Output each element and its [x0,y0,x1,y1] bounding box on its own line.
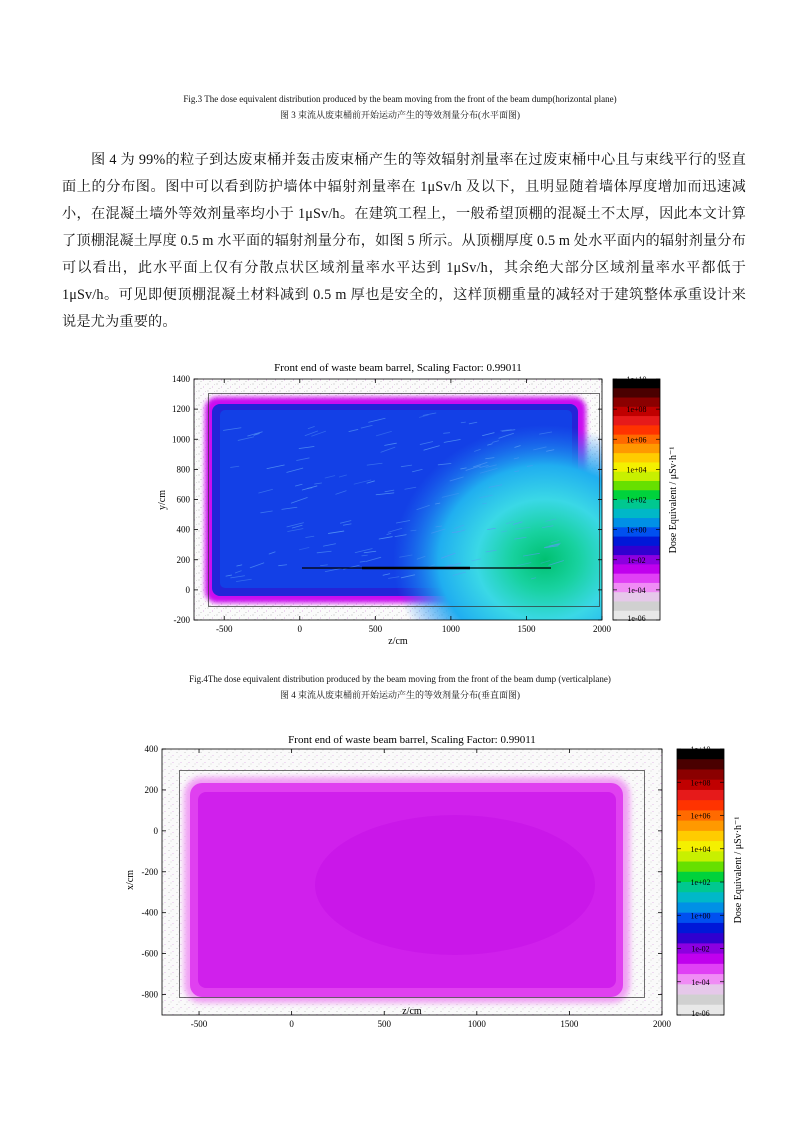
plot2-colorbar-tick-label: 1e-04 [691,977,710,987]
plot2-colorbar-tick-label: 1e+04 [690,844,711,854]
plot1-colorbar-swatch [613,388,660,398]
fig3-caption-zh: 图 3 束流从废束桶前开始运动产生的等效剂量分布(水平面图) [280,110,520,120]
plot1-colorbar-swatch [613,546,660,556]
plot1-ytick-label: 1400 [172,374,190,384]
plot2-ytick-label: 200 [144,784,158,795]
plot2-colorbar-swatch [677,923,724,934]
plot2-ytick-label: -800 [141,989,158,1000]
plot1-ytick-label: 400 [176,524,190,535]
plot1-colorbar-swatch [613,601,660,611]
plot1-colorbar-swatch [613,425,660,435]
plot2-colorbar-swatch [677,995,724,1006]
plot2-colorbar-swatch [677,964,724,975]
plot1-colorbar-tick-label: 1e+04 [626,465,647,475]
plot1-colorbar-swatch [613,574,660,584]
plot2-xtick-label: 2000 [653,1019,671,1029]
plot1-title: Front end of waste beam barrel, Scaling Factor: 0.99011 [274,362,522,374]
plot1-colorbar-tick-label: 1e-04 [627,585,646,595]
plot2-ytick-label: 400 [144,744,158,754]
plot1-colorbar-tick-label: 1e+08 [626,405,647,415]
plot2-colorbar-swatch [677,954,724,965]
plot1-colorbar-swatch [613,416,660,426]
plot2-ytick-label: -200 [141,866,158,877]
plot2-xlabel: z/cm [402,1006,422,1017]
plot1-xlabel: z/cm [388,636,408,647]
plot2-colorbar-swatch [677,821,724,832]
plot1-colorbar-tick-label: 1e+00 [626,525,647,535]
plot2-xtick-label: -500 [190,1019,208,1029]
plot1-colorbar-tick-label: 1e-02 [627,555,646,565]
plot1-colorbar-swatch [613,564,660,574]
plot1-ytick-label: 1200 [172,404,190,415]
plot2-colorbar-tick-label: 1e+02 [690,878,711,887]
plot2-colorbar-swatch [677,862,724,873]
plot1-colorbar-swatch [613,453,660,463]
fig4-caption-zh: 图 4 束流从废束桶前开始运动产生的等效剂量分布(垂直面图) [280,690,520,700]
plot2-colorbar-tick-label: 1e-06 [691,1009,710,1018]
plot1-ytick-label: 0 [185,584,190,595]
plot1-colorbar-swatch [613,537,660,547]
plot2-colorbar [677,745,724,1018]
figure-horizontal-plane [0,355,800,675]
plot1-xtick-label: 0 [297,624,303,634]
plot2-colorbar-swatch [677,759,724,770]
plot2-colorbar-tick-label: 1e+10 [690,745,711,754]
plot1-colorbar-tick-label: 1e+02 [626,495,647,505]
plot2-heatmap [162,749,662,1015]
plot2-colorbar-swatch [677,790,724,801]
plot2-xtick-label: 500 [377,1019,391,1029]
plot2-colorbar-swatch [677,892,724,903]
plot1-colorbar-tick-label: 1e+06 [626,435,647,445]
figure-vertical-plane [0,730,800,1029]
plot2-ytick-label: 0 [153,825,158,836]
plot1-ytick-label: 1000 [172,434,190,445]
plot1-colorbar-tick-label: 1e+10 [626,375,647,384]
plot2-colorbar-tick-label: 1e-02 [691,944,710,954]
plot2-ytick-label: -600 [141,948,158,959]
plot2-colorbar-label: Dose Equivalent / μSv·h⁻¹ [733,816,744,924]
plot2-title: Front end of waste beam barrel, Scaling Factor: 0.99011 [288,734,536,746]
plot1-xtick-label: 1500 [517,624,536,634]
plot2-colorbar-tick-label: 1e+00 [690,911,711,921]
fig4-caption-en: Fig.4The dose equivalent distribution produced by the beam moving from the front of the beam dump (verticalplane) [189,674,611,684]
plot1-xtick-label: 2000 [593,624,611,634]
plot1-ytick-label: -200 [173,615,190,625]
plot1-colorbar-swatch [613,444,660,454]
paragraph-text: 图 4 为 99%的粒子到达废束桶并轰击废束桶产生的等效辐射剂量率在过废束桶中心且与束线平行的竖直面上的分布图。图中可以看到防护墙体中辐射剂量率在 1μSv/h 及以下，且明显随着墙体厚度增加而迅速减小，在混凝土墙外等效剂量率均小于 1μSv/h。在建筑工程上，一般希望顶棚的混凝土不太厚，因此本文计算了顶棚混凝土厚度 0.5 m 水平面的辐射剂量分布，如图 5 所示。从顶棚厚度 0.5 m 处水平面内的辐射剂量分布可以看出，此水平面上仅有分散点状区域剂量率水平达到 1μSv/h，其余绝大部分区域剂量率水平都低于 1μSv/h。可见即便顶棚混凝土材料减到 0.5 m 厚也是安全的，这样顶棚重量的减轻对于建筑整体承重设计来说是尤为重要的。 [62,152,746,330]
fig3-caption-en: Fig.3 The dose equivalent distribution produced by the beam moving from the front of the beam dump(horizontal plane) [183,94,617,104]
plot2-colorbar-swatch [677,933,724,944]
plot2-colorbar-tick-label: 1e+06 [690,811,711,821]
plot1-xtick-label: 1000 [441,624,460,634]
plot1-colorbar-tick-label: 1e-06 [627,614,646,623]
plot1-ytick-label: 600 [176,494,190,505]
plot1-colorbar-label: Dose Equivalent / μSv·h⁻¹ [668,446,679,554]
plot1-ytick-label: 800 [176,464,190,475]
plot1-ylabel: y/cm [157,490,168,510]
plot2-xtick-label: 1000 [467,1019,486,1029]
plot1-xtick-label: -500 [215,624,233,634]
plot1-xtick-label: 500 [368,624,383,634]
plot2-colorbar-tick-label: 1e+08 [690,778,711,788]
plot2-xtick-label: 1500 [560,1019,579,1029]
plot1-colorbar-swatch [613,509,660,519]
plot1-colorbar-swatch [613,481,660,491]
plot2-colorbar-swatch [677,800,724,811]
body-paragraph [62,147,746,336]
plot2-colorbar-swatch [677,831,724,842]
plot2-ylabel: x/cm [125,870,136,890]
plot1-ytick-label: 200 [176,554,190,565]
plot2-xtick-label: 0 [289,1019,294,1029]
plot2-ytick-label: -400 [141,907,158,918]
plot1-colorbar [613,375,660,623]
